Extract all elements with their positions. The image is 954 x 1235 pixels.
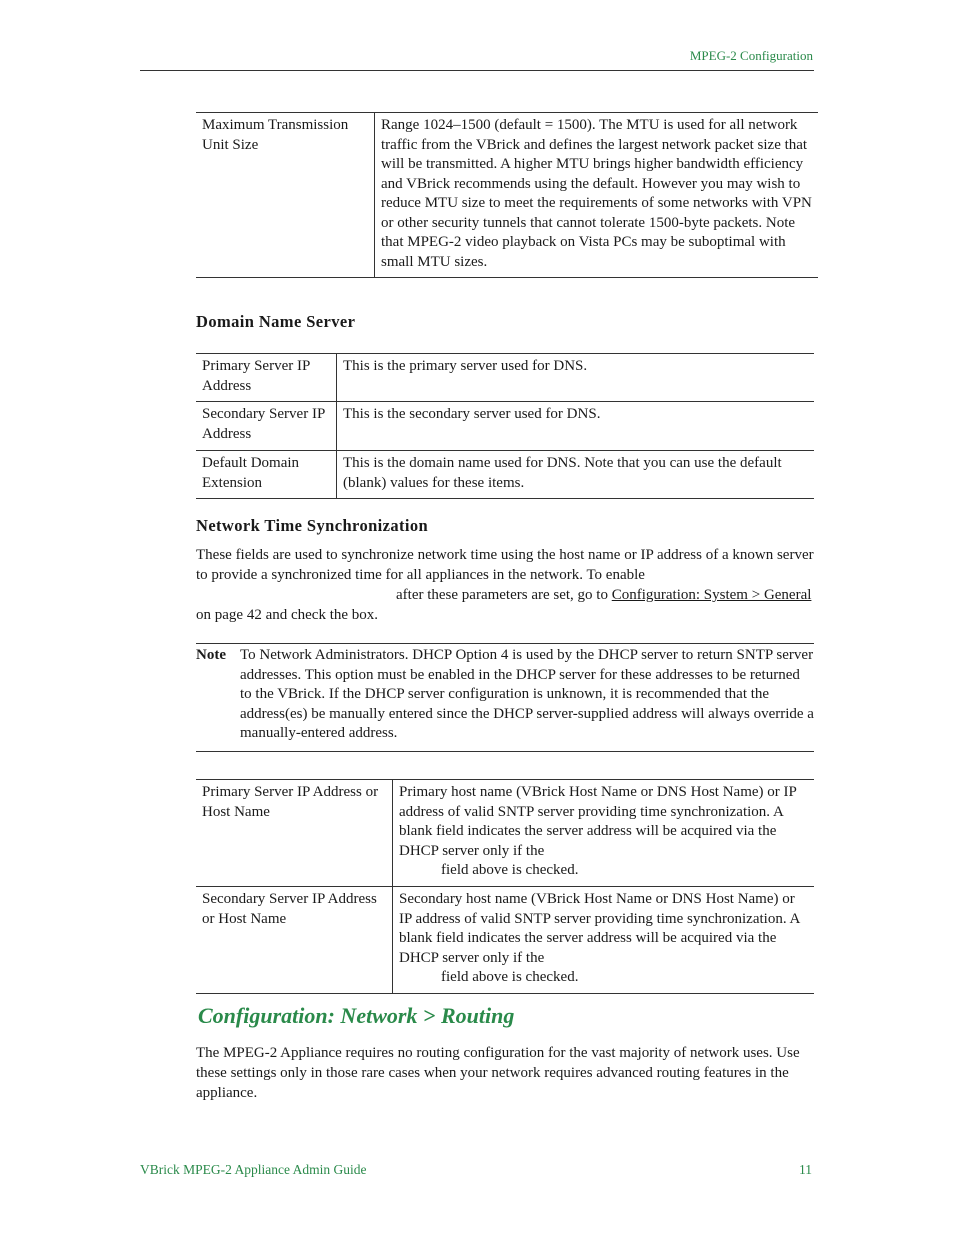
routing-section-title: Configuration: Network > Routing [198, 1003, 515, 1028]
table-row [196, 402, 814, 451]
page-number: 11 [799, 1162, 812, 1177]
table-cell-name: Primary Server IP Address or Host Name [196, 780, 393, 887]
sntp-table [196, 779, 814, 994]
table-cell-desc [393, 780, 815, 887]
table-cell-desc-tail: field above is checked. [441, 862, 579, 878]
mtu-table [196, 112, 818, 278]
table-cell-desc-text: Secondary host name (VBrick Host Name or DNS Host Name) or IP address of valid SNTP server providing time synchronization. A blank field indicates the server address will be acquired via the DHCP server only if the [399, 891, 800, 966]
table-cell-desc-text: Primary host name (VBrick Host Name or DNS Host Name) or IP address of valid SNTP server providing time synchronization. A blank field indicates the server address will be acquired via the DHCP server only if the [399, 784, 797, 859]
table-cell-desc: This is the domain name used for DNS. Note that you can use the default (blank) values for these items. [343, 455, 782, 491]
nts-paragraph-text-1: These fields are used to synchronize network time using the host name or IP address of a known server to provide a synchronized time for all appliances in the network. To enable [196, 547, 814, 583]
nts-paragraph-text-2: after these parameters are set, go to [396, 587, 608, 603]
table-cell-name: Maximum Transmission Unit Size [196, 113, 375, 278]
table-row [196, 451, 814, 499]
dns-heading: Domain Name Server [196, 312, 356, 331]
header-divider [140, 70, 814, 71]
table-row [196, 354, 814, 402]
configuration-system-general-link[interactable]: Configuration: System > General [611, 587, 812, 603]
table-cell-name: Secondary Server IP Address or Host Name [196, 887, 393, 994]
table-cell-desc: This is the secondary server used for DNS. [343, 406, 601, 422]
note-label: Note [196, 647, 226, 663]
table-cell-desc [393, 887, 815, 994]
nts-heading: Network Time Synchronization [196, 516, 429, 535]
table-cell-name: Secondary Server IP Address [196, 402, 337, 451]
table-cell-name: Primary Server IP Address [196, 354, 337, 402]
table-cell-desc-tail: field above is checked. [441, 969, 579, 985]
table-row [196, 780, 814, 887]
nts-paragraph-text-3: on page 42 and check the box. [196, 607, 379, 623]
table-row [196, 887, 814, 994]
table-cell-desc: Range 1024–1500 (default = 1500). The MTU is used for all network traffic from the VBrick and defines the largest network packet size that will be transmitted. A higher MTU brings higher bandwidth efficiency and VBrick recommends using the default. However you may wish to reduce MTU size to meet the requirements of some networks with VPN or other security tunnels that cannot tolerate 1500-byte packets. Note that MPEG-2 video playback on Vista PCs may be suboptimal with small MTU sizes. [381, 117, 812, 270]
table-row [196, 113, 818, 278]
running-header: MPEG-2 Configuration [689, 48, 813, 63]
table-cell-name: Default Domain Extension [196, 451, 337, 499]
routing-paragraph: The MPEG-2 Appliance requires no routing configuration for the vast majority of network uses. Use these settings only in those rare cases when your network requires advanced routing features in the appliance. [196, 1045, 800, 1101]
nts-paragraph [196, 545, 814, 625]
table-cell-desc: This is the primary server used for DNS. [343, 358, 588, 374]
note-text: To Network Administrators. DHCP Option 4 is used by the DHCP server to return SNTP server addresses. This option must be enabled in the DHCP server for these addresses to be returned to the VBrick. If the DHCP server configuration is unknown, it is recommended that the address(es) be manually entered since the DHCP server-supplied address will always override a manually-entered address. [240, 647, 814, 741]
footer-title: VBrick MPEG-2 Appliance Admin Guide [140, 1162, 367, 1177]
dns-table [196, 353, 814, 499]
